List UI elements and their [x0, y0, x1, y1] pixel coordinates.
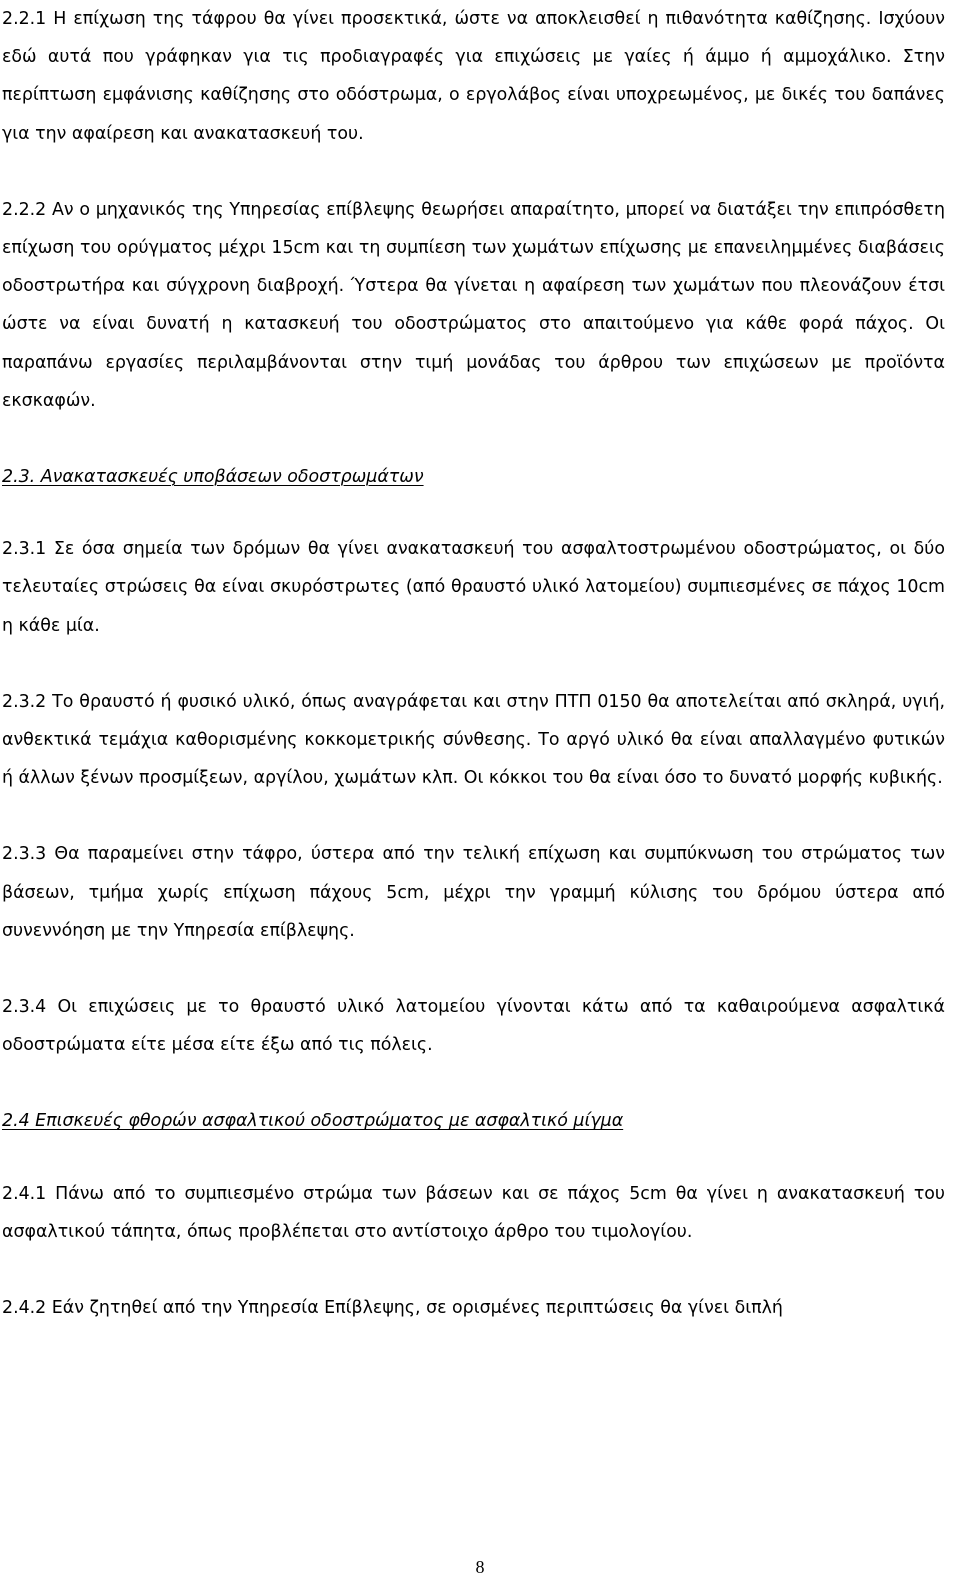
paragraph-2-3-4: 2.3.4 Οι επιχώσεις με το θραυστό υλικό λατομείου γίνονται κάτω από τα καθαιρούμενα ασφαλτικά οδοστρώματα είτε μέσα είτε έξω από τις πόλεις.	[2, 997, 945, 1056]
paragraph-2-2-1: 2.2.1 Η επίχωση της τάφρου θα γίνει προσεκτικά, ώστε να αποκλεισθεί η πιθανότητα καθίζησης. Ισχύουν εδώ αυτά που γράφηκαν για τις προδιαγραφές για επιχώσεις με γαίες ή άμμο ή αμμοχάλικο. Στην περίπτωση εμφάνισης καθίζησης στο οδόστρωμα, ο εργολάβος είναι υποχρεωμένος, με δικές του δαπάνες για την αφαίρεση και ανακατασκευή του.	[2, 9, 945, 144]
paragraph-2-2-2: 2.2.2 Αν ο μηχανικός της Υπηρεσίας επίβλεψης θεωρήσει απαραίτητο, μπορεί να διατάξει την επιπρόσθετη επίχωση του ορύγματος μέχρι 15cm και τη συμπίεση των χωμάτων επίχωσης με επανειλημμένες διαβάσεις οδοστρωτήρα και σύγχρονη διαβροχή. Ύστερα θα γίνεται η αφαίρεση των χωμάτων που πλεονάζουν έτσι ώστε να είναι δυνατή η κατασκευή του οδοστρώματος στο απαιτούμενο για κάθε φορά πάχος. Οι παραπάνω εργασίες περιλαμβάνονται στην τιμή μονάδας του άρθρου των επιχώσεων με προϊόντα εκσκαφών.	[2, 199, 945, 411]
paragraph-2-3-3: 2.3.3 Θα παραμείνει στην τάφρο, ύστερα από την τελική επίχωση και συμπύκνωση του στρώματος των βάσεων, τμήμα χωρίς επίχωση πάχους 5cm, μέχρι την γραμμή κύλισης του δρόμου ύστερα από συνεννόηση με την Υπηρεσία επίβλεψης.	[2, 844, 945, 941]
document-page	[2, 0, 945, 1327]
paragraph-2-4-2: 2.4.2 Εάν ζητηθεί από την Υπηρεσία Επίβλεψης, σε ορισμένες περιπτώσεις θα γίνει διπλή	[2, 1298, 783, 1319]
paragraph-2-3-1: 2.3.1 Σε όσα σημεία των δρόμων θα γίνει ανακατασκευή του ασφαλτοστρωμένου οδοστρώματος, οι δύο τελευταίες στρώσεις θα είναι σκυρόστρωτες (από θραυστό υλικό λατομείου) συμπιεσμένες σε πάχος 10cm η κάθε μία.	[2, 539, 945, 636]
section-heading-2-3: 2.3. Ανακατασκευές υποβάσεων οδοστρωμάτων	[2, 467, 424, 488]
paragraph-2-4-1: 2.4.1 Πάνω από το συμπιεσμένο στρώμα των βάσεων και σε πάχος 5cm θα γίνει η ανακατασκευή του ασφαλτικού τάπητα, όπως προβλέπεται στο αντίστοιχο άρθρο του τιμολογίου.	[2, 1183, 945, 1242]
page-number: 8	[475, 1557, 485, 1577]
section-heading-2-4: 2.4 Επισκευές φθορών ασφαλτικού οδοστρώματος με ασφαλτικό μίγμα	[2, 1111, 624, 1132]
paragraph-2-3-2: 2.3.2 Το θραυστό ή φυσικό υλικό, όπως αναγράφεται και στην ΠΤΠ 0150 θα αποτελείται από σκληρά, υγιή, ανθεκτικά τεμάχια καθορισμένης κοκκομετρικής σύνθεσης. Το αργό υλικό θα είναι απαλλαγμένο φυτικών ή άλλων ξένων προσμίξεων, αργίλου, χωμάτων κλπ. Οι κόκκοι του θα είναι όσο το δυνατό μορφής κυβικής.	[2, 691, 945, 789]
